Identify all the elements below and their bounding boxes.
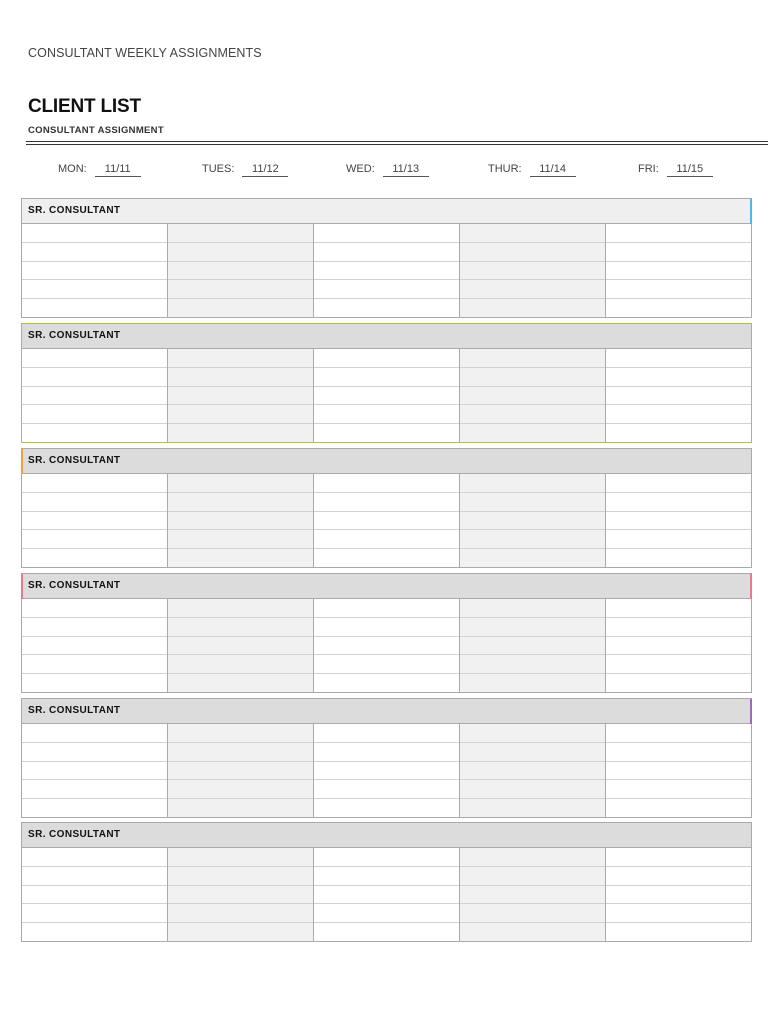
day-column	[606, 724, 751, 817]
accent-bar	[21, 449, 23, 474]
assignment-cell[interactable]	[460, 848, 605, 867]
assignment-cell[interactable]	[314, 549, 459, 567]
consultant-block	[21, 698, 752, 818]
assignment-cell[interactable]	[606, 512, 751, 531]
assignment-cell[interactable]	[22, 904, 167, 923]
day-label: MON:	[58, 163, 87, 175]
day-column	[460, 349, 606, 442]
assignment-cell[interactable]	[22, 243, 167, 262]
assignment-cell[interactable]	[168, 923, 313, 941]
assignment-cell[interactable]	[22, 474, 167, 493]
assignment-cell[interactable]	[22, 655, 167, 674]
assignment-cell[interactable]	[168, 512, 313, 531]
assignment-cell[interactable]	[606, 867, 751, 886]
day-column	[168, 349, 314, 442]
day-date[interactable]: 11/11	[95, 163, 141, 177]
day-column	[606, 599, 751, 692]
day-thur	[488, 163, 576, 177]
assignment-cell[interactable]	[460, 762, 605, 781]
assignment-cell[interactable]	[606, 799, 751, 817]
assignment-cell[interactable]	[168, 224, 313, 243]
page-title: CLIENT LIST	[28, 96, 141, 117]
document-header: CONSULTANT WEEKLY ASSIGNMENTS	[28, 46, 262, 60]
assignment-cell[interactable]	[460, 618, 605, 637]
assignment-cell[interactable]	[460, 262, 605, 281]
consultant-header	[22, 823, 751, 848]
assignment-cell[interactable]	[168, 780, 313, 799]
day-column	[606, 848, 751, 941]
assignment-cell[interactable]	[22, 724, 167, 743]
consultant-header	[22, 199, 751, 224]
assignment-cell[interactable]	[606, 904, 751, 923]
consultant-label[interactable]: SR. CONSULTANT	[28, 205, 121, 216]
assignment-cell[interactable]	[606, 724, 751, 743]
assignment-cell[interactable]	[460, 474, 605, 493]
assignment-cell[interactable]	[168, 280, 313, 299]
assignment-cell[interactable]	[314, 405, 459, 424]
day-tues	[202, 163, 288, 177]
assignment-cell[interactable]	[22, 848, 167, 867]
assignment-cell[interactable]	[460, 493, 605, 512]
assignment-cell[interactable]	[314, 512, 459, 531]
assignment-cell[interactable]	[314, 867, 459, 886]
assignment-cell[interactable]	[314, 724, 459, 743]
assignment-cell[interactable]	[314, 637, 459, 656]
assignment-cell[interactable]	[22, 743, 167, 762]
day-column	[22, 349, 168, 442]
assignment-cell[interactable]	[168, 724, 313, 743]
assignment-cell[interactable]	[22, 549, 167, 567]
assignment-cell[interactable]	[22, 512, 167, 531]
assignment-cell[interactable]	[314, 886, 459, 905]
day-column	[606, 224, 751, 317]
assignment-cell[interactable]	[22, 886, 167, 905]
assignment-cell[interactable]	[168, 530, 313, 549]
page-subtitle: CONSULTANT ASSIGNMENT	[28, 125, 164, 136]
assignment-cell[interactable]	[314, 243, 459, 262]
assignment-cell[interactable]	[314, 655, 459, 674]
assignment-cell[interactable]	[314, 923, 459, 941]
assignment-cell[interactable]	[168, 599, 313, 618]
day-label: WED:	[346, 163, 375, 175]
assignment-cell[interactable]	[22, 387, 167, 406]
assignment-cell[interactable]	[606, 299, 751, 317]
assignment-cell[interactable]	[168, 799, 313, 817]
assignment-cell[interactable]	[168, 549, 313, 567]
assignment-grid	[22, 848, 751, 941]
assignment-cell[interactable]	[460, 743, 605, 762]
assignment-cell[interactable]	[314, 299, 459, 317]
day-column	[460, 724, 606, 817]
title-rule-bottom	[26, 144, 768, 145]
consultant-block	[21, 573, 752, 693]
assignment-cell[interactable]	[314, 618, 459, 637]
assignment-grid	[22, 474, 751, 567]
assignment-cell[interactable]	[168, 743, 313, 762]
consultant-label[interactable]: SR. CONSULTANT	[28, 455, 121, 466]
assignment-cell[interactable]	[606, 224, 751, 243]
assignment-cell[interactable]	[22, 674, 167, 692]
assignment-cell[interactable]	[314, 599, 459, 618]
assignment-cell[interactable]	[606, 405, 751, 424]
assignment-cell[interactable]	[22, 224, 167, 243]
day-date[interactable]: 11/12	[242, 163, 288, 177]
day-column	[314, 848, 460, 941]
assignment-cell[interactable]	[460, 280, 605, 299]
day-label: TUES:	[202, 163, 235, 175]
day-column	[22, 724, 168, 817]
assignment-cell[interactable]	[22, 799, 167, 817]
assignment-grid	[22, 224, 751, 317]
day-column	[314, 224, 460, 317]
day-wed	[346, 163, 429, 177]
day-column	[168, 599, 314, 692]
assignment-cell[interactable]	[460, 886, 605, 905]
assignment-grid	[22, 349, 751, 442]
consultant-header	[22, 324, 751, 349]
assignment-cell[interactable]	[606, 243, 751, 262]
assignment-cell[interactable]	[606, 674, 751, 692]
day-column	[22, 474, 168, 567]
assignment-cell[interactable]	[22, 349, 167, 368]
assignment-cell[interactable]	[168, 655, 313, 674]
assignment-cell[interactable]	[22, 299, 167, 317]
assignment-cell[interactable]	[314, 368, 459, 387]
assignment-cell[interactable]	[168, 674, 313, 692]
assignment-cell[interactable]	[606, 923, 751, 941]
assignment-cell[interactable]	[606, 262, 751, 281]
assignment-cell[interactable]	[460, 349, 605, 368]
assignment-cell[interactable]	[22, 530, 167, 549]
day-column	[168, 224, 314, 317]
assignment-cell[interactable]	[168, 299, 313, 317]
day-fri	[638, 163, 713, 177]
assignment-cell[interactable]	[460, 655, 605, 674]
assignment-cell[interactable]	[314, 904, 459, 923]
assignment-cell[interactable]	[22, 923, 167, 941]
assignment-cell[interactable]	[168, 349, 313, 368]
assignment-cell[interactable]	[606, 280, 751, 299]
assignment-cell[interactable]	[606, 387, 751, 406]
day-column	[314, 599, 460, 692]
day-mon	[58, 163, 141, 177]
consultant-block	[21, 198, 752, 318]
assignment-cell[interactable]	[168, 762, 313, 781]
accent-bar	[750, 199, 752, 224]
assignment-cell[interactable]	[314, 262, 459, 281]
assignment-cell[interactable]	[314, 530, 459, 549]
assignment-cell[interactable]	[460, 867, 605, 886]
day-label: FRI:	[638, 163, 659, 175]
assignment-grid	[22, 599, 751, 692]
assignment-cell[interactable]	[606, 530, 751, 549]
assignment-cell[interactable]	[314, 349, 459, 368]
assignment-cell[interactable]	[606, 424, 751, 442]
assignment-cell[interactable]	[460, 904, 605, 923]
assignment-cell[interactable]	[168, 904, 313, 923]
accent-bar	[21, 574, 23, 599]
consultant-header	[22, 449, 751, 474]
assignment-cell[interactable]	[606, 637, 751, 656]
assignment-cell[interactable]	[314, 674, 459, 692]
accent-bar	[750, 699, 752, 724]
title-rule-top	[26, 141, 768, 142]
assignment-cell[interactable]	[22, 493, 167, 512]
assignment-cell[interactable]	[606, 780, 751, 799]
assignment-cell[interactable]	[460, 530, 605, 549]
assignment-cell[interactable]	[460, 387, 605, 406]
assignment-cell[interactable]	[168, 387, 313, 406]
assignment-cell[interactable]	[460, 674, 605, 692]
assignment-cell[interactable]	[460, 512, 605, 531]
assignment-cell[interactable]	[314, 280, 459, 299]
day-column	[314, 474, 460, 567]
assignment-cell[interactable]	[314, 743, 459, 762]
assignment-cell[interactable]	[460, 224, 605, 243]
assignment-cell[interactable]	[314, 224, 459, 243]
day-column	[460, 474, 606, 567]
assignment-cell[interactable]	[606, 618, 751, 637]
assignment-cell[interactable]	[22, 762, 167, 781]
weekday-row	[22, 163, 753, 181]
accent-bar	[750, 574, 752, 599]
day-date[interactable]: 11/15	[667, 163, 713, 177]
assignment-cell[interactable]	[460, 243, 605, 262]
assignment-cell[interactable]	[168, 424, 313, 442]
assignment-cell[interactable]	[22, 280, 167, 299]
consultant-block	[21, 822, 752, 942]
assignment-cell[interactable]	[606, 549, 751, 567]
assignment-cell[interactable]	[168, 637, 313, 656]
assignment-cell[interactable]	[460, 799, 605, 817]
assignment-cell[interactable]	[314, 424, 459, 442]
assignment-cell[interactable]	[22, 424, 167, 442]
day-column	[314, 724, 460, 817]
assignment-cell[interactable]	[460, 923, 605, 941]
assignment-cell[interactable]	[22, 780, 167, 799]
day-label: THUR:	[488, 163, 522, 175]
assignment-cell[interactable]	[168, 848, 313, 867]
assignment-cell[interactable]	[606, 493, 751, 512]
day-column	[22, 224, 168, 317]
consultant-label[interactable]: SR. CONSULTANT	[28, 580, 121, 591]
day-date[interactable]: 11/13	[383, 163, 429, 177]
assignment-cell[interactable]	[22, 262, 167, 281]
assignment-cell[interactable]	[168, 867, 313, 886]
assignment-cell[interactable]	[314, 762, 459, 781]
assignment-cell[interactable]	[22, 637, 167, 656]
assignment-cell[interactable]	[460, 368, 605, 387]
day-column	[460, 599, 606, 692]
consultant-label[interactable]: SR. CONSULTANT	[28, 829, 121, 840]
assignment-cell[interactable]	[606, 349, 751, 368]
assignment-cell[interactable]	[314, 848, 459, 867]
assignment-cell[interactable]	[314, 780, 459, 799]
assignment-cell[interactable]	[168, 493, 313, 512]
assignment-cell[interactable]	[460, 549, 605, 567]
assignment-cell[interactable]	[606, 474, 751, 493]
day-column	[460, 848, 606, 941]
assignment-cell[interactable]	[460, 424, 605, 442]
day-column	[22, 848, 168, 941]
assignment-cell[interactable]	[22, 618, 167, 637]
assignment-cell[interactable]	[606, 743, 751, 762]
assignment-cell[interactable]	[606, 886, 751, 905]
day-column	[606, 474, 751, 567]
assignment-cell[interactable]	[606, 655, 751, 674]
assignment-cell[interactable]	[314, 799, 459, 817]
assignment-cell[interactable]	[168, 243, 313, 262]
day-column	[168, 474, 314, 567]
day-column	[314, 349, 460, 442]
day-column	[22, 599, 168, 692]
assignment-cell[interactable]	[168, 405, 313, 424]
assignment-grid	[22, 724, 751, 817]
consultant-header	[22, 574, 751, 599]
assignment-cell[interactable]	[460, 780, 605, 799]
assignment-cell[interactable]	[460, 637, 605, 656]
day-column	[606, 349, 751, 442]
assignment-cell[interactable]	[314, 474, 459, 493]
day-date[interactable]: 11/14	[530, 163, 576, 177]
assignment-cell[interactable]	[22, 368, 167, 387]
assignment-cell[interactable]	[168, 474, 313, 493]
day-column	[460, 224, 606, 317]
consultant-label[interactable]: SR. CONSULTANT	[28, 330, 121, 341]
day-column	[168, 848, 314, 941]
day-column	[168, 724, 314, 817]
assignment-cell[interactable]	[606, 762, 751, 781]
assignment-cell[interactable]	[606, 848, 751, 867]
consultant-block	[21, 323, 752, 443]
assignment-cell[interactable]	[168, 368, 313, 387]
assignment-cell[interactable]	[22, 867, 167, 886]
assignment-cell[interactable]	[606, 599, 751, 618]
assignment-cell[interactable]	[168, 618, 313, 637]
assignment-cell[interactable]	[460, 405, 605, 424]
assignment-cell[interactable]	[22, 405, 167, 424]
assignment-cell[interactable]	[314, 493, 459, 512]
assignment-cell[interactable]	[168, 262, 313, 281]
assignment-cell[interactable]	[460, 599, 605, 618]
consultant-header	[22, 699, 751, 724]
assignment-cell[interactable]	[460, 724, 605, 743]
assignment-cell[interactable]	[314, 387, 459, 406]
consultant-block	[21, 448, 752, 568]
assignment-cell[interactable]	[460, 299, 605, 317]
assignment-cell[interactable]	[606, 368, 751, 387]
assignment-cell[interactable]	[168, 886, 313, 905]
consultant-label[interactable]: SR. CONSULTANT	[28, 705, 121, 716]
assignment-cell[interactable]	[22, 599, 167, 618]
